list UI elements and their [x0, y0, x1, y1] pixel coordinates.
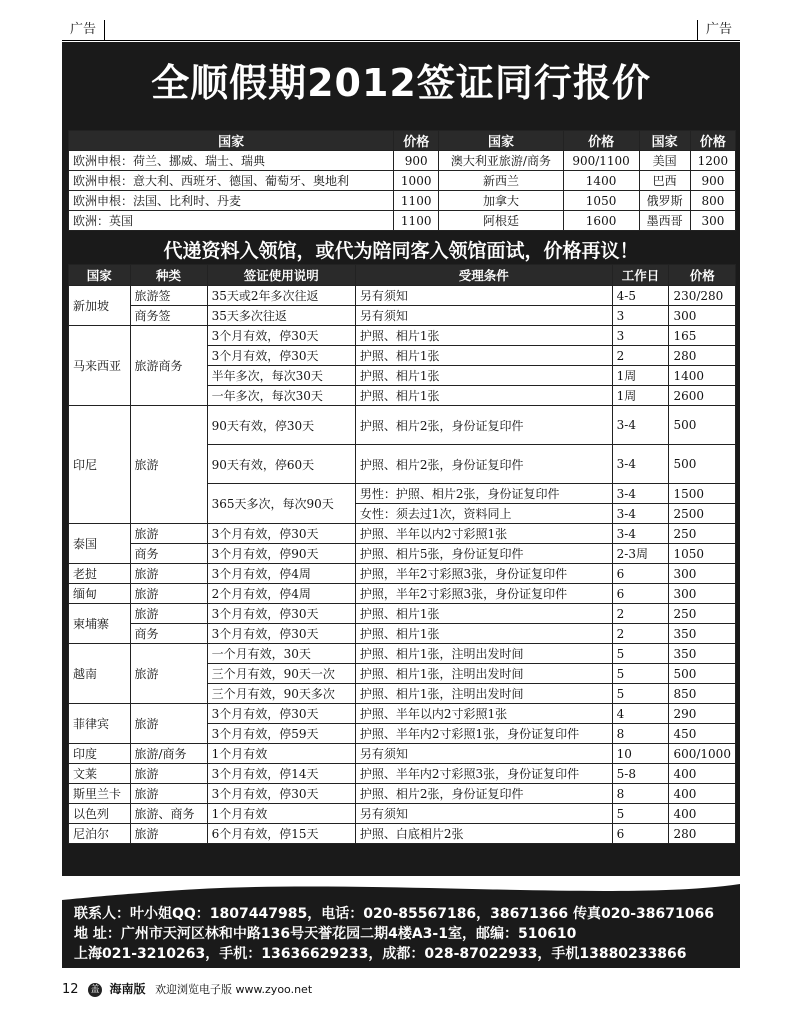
price-cell: 400: [669, 804, 736, 824]
requirement-cell: 护照、相片1张: [355, 386, 612, 406]
workdays-cell: 5-8: [612, 764, 669, 784]
price-cell: 900/1100: [563, 151, 639, 171]
workdays-cell: 4: [612, 704, 669, 724]
price-cell: 850: [669, 684, 736, 704]
table-row: [69, 584, 736, 604]
usage-cell: 90天有效，停60天: [207, 445, 355, 484]
country-cell: 澳大利亚旅游/商务: [439, 151, 563, 171]
table-row: [69, 804, 736, 824]
workdays-cell: 3-4: [612, 484, 669, 504]
country-cell: 墨西哥: [639, 211, 690, 231]
ad-label-right: 广告: [697, 20, 740, 40]
requirement-cell: 护照、半年以内2寸彩照1张: [355, 524, 612, 544]
table-row: [69, 764, 736, 784]
price-cell: 250: [669, 604, 736, 624]
usage-cell: 3个月有效，停30天: [207, 784, 355, 804]
visa-type-cell: 商务: [130, 624, 207, 644]
price-cell: 300: [669, 306, 736, 326]
table-row: [69, 644, 736, 664]
workdays-cell: 3: [612, 326, 669, 346]
workdays-cell: 2-3周: [612, 544, 669, 564]
price-cell: 1200: [690, 151, 735, 171]
price-cell: 165: [669, 326, 736, 346]
country-cell: 巴西: [639, 171, 690, 191]
country-cell: 缅甸: [69, 584, 131, 604]
price-cell: 290: [669, 704, 736, 724]
country-cell: 尼泊尔: [69, 824, 131, 844]
country-cell: 欧洲申根：意大利、西班牙、德国、葡萄牙、奥地利: [69, 171, 394, 191]
usage-cell: 三个月有效，90天多次: [207, 684, 355, 704]
table-row: [69, 564, 736, 584]
usage-cell: 一年多次，每次30天: [207, 386, 355, 406]
workdays-cell: 6: [612, 584, 669, 604]
requirement-cell: 护照、相片1张，注明出发时间: [355, 684, 612, 704]
usage-cell: 3个月有效，停30天: [207, 524, 355, 544]
price-cell: 280: [669, 824, 736, 844]
country-cell: 阿根廷: [439, 211, 563, 231]
column-header: 价格: [563, 131, 639, 151]
ad-label-left: 广告: [62, 20, 105, 40]
price-cell: 1400: [563, 171, 639, 191]
country-cell: 欧洲申根：法国、比利时、丹麦: [69, 191, 394, 211]
workdays-cell: 10: [612, 744, 669, 764]
workdays-cell: 2: [612, 624, 669, 644]
visa-type-cell: 旅游: [130, 604, 207, 624]
workdays-cell: 6: [612, 564, 669, 584]
visa-type-cell: 旅游/商务: [130, 744, 207, 764]
visa-type-cell: 商务签: [130, 306, 207, 326]
requirement-cell: 护照、相片2张，身份证复印件: [355, 445, 612, 484]
requirement-cell: 护照、相片1张: [355, 346, 612, 366]
requirement-cell: 护照、相片1张: [355, 326, 612, 346]
usage-cell: 1个月有效: [207, 744, 355, 764]
usage-cell: 三个月有效，90天一次: [207, 664, 355, 684]
price-cell: 500: [669, 406, 736, 445]
visa-type-cell: 旅游签: [130, 286, 207, 306]
price-cell: 2600: [669, 386, 736, 406]
workdays-cell: 3-4: [612, 445, 669, 484]
column-header: 价格: [394, 131, 439, 151]
footer-wave-graphic: [62, 876, 740, 906]
table-row: [69, 784, 736, 804]
requirement-cell: 护照、相片1张，注明出发时间: [355, 664, 612, 684]
usage-cell: 一个月有效，30天: [207, 644, 355, 664]
usage-cell: 365天多次，每次90天: [207, 484, 355, 524]
price-cell: 800: [690, 191, 735, 211]
workdays-cell: 5: [612, 644, 669, 664]
country-cell: 俄罗斯: [639, 191, 690, 211]
price-cell: 1500: [669, 484, 736, 504]
column-header: 受理条件: [355, 265, 612, 286]
country-cell: 欧洲：英国: [69, 211, 394, 231]
usage-cell: 3个月有效，停30天: [207, 704, 355, 724]
page-footer: [62, 980, 312, 997]
workdays-cell: 8: [612, 724, 669, 744]
country-cell: 越南: [69, 644, 131, 704]
requirement-cell: 护照、半年内2寸彩照1张，身份证复印件: [355, 724, 612, 744]
price-cell: 900: [394, 151, 439, 171]
country-cell: 文莱: [69, 764, 131, 784]
column-header: 价格: [669, 265, 736, 286]
column-header: 国家: [69, 265, 131, 286]
visa-type-cell: 旅游: [130, 764, 207, 784]
visa-type-cell: 旅游商务: [130, 326, 207, 406]
country-cell: 以色列: [69, 804, 131, 824]
requirement-cell: 另有须知: [355, 804, 612, 824]
workdays-cell: 3: [612, 306, 669, 326]
usage-cell: 3个月有效，停30天: [207, 604, 355, 624]
price-cell: 350: [669, 624, 736, 644]
column-header: 国家: [439, 131, 563, 151]
requirement-cell: 护照、相片5张，身份证复印件: [355, 544, 612, 564]
price-cell: 1050: [669, 544, 736, 564]
country-cell: 老挝: [69, 564, 131, 584]
table-row: [69, 406, 736, 445]
table-row: [69, 211, 736, 231]
usage-cell: 1个月有效: [207, 804, 355, 824]
requirement-cell: 护照、相片1张: [355, 624, 612, 644]
country-cell: 印尼: [69, 406, 131, 524]
requirement-cell: 女性：须去过1次，资料同上: [355, 504, 612, 524]
country-cell: 美国: [639, 151, 690, 171]
country-cell: 马来西亚: [69, 326, 131, 406]
country-cell: 斯里兰卡: [69, 784, 131, 804]
workdays-cell: 3-4: [612, 524, 669, 544]
visa-type-cell: 旅游: [130, 824, 207, 844]
page-number: 12: [62, 982, 79, 997]
requirement-cell: 男性：护照、相片2张，身份证复印件: [355, 484, 612, 504]
requirement-cell: 护照、相片1张，注明出发时间: [355, 644, 612, 664]
usage-cell: 3个月有效，停4周: [207, 564, 355, 584]
price-cell: 500: [669, 664, 736, 684]
price-cell: 2500: [669, 504, 736, 524]
requirement-cell: 护照，半年2寸彩照3张，身份证复印件: [355, 584, 612, 604]
workdays-cell: 5: [612, 684, 669, 704]
visa-type-cell: 旅游: [130, 584, 207, 604]
price-cell: 1100: [394, 211, 439, 231]
visa-detail-table: [68, 264, 736, 844]
requirement-cell: 护照、相片1张: [355, 366, 612, 386]
table-row: [69, 151, 736, 171]
visa-type-cell: 商务: [130, 544, 207, 564]
usage-cell: 35天或2年多次往返: [207, 286, 355, 306]
country-cell: 泰国: [69, 524, 131, 564]
price-cell: 230/280: [669, 286, 736, 306]
contact-info: [74, 904, 714, 964]
country-cell: 欧洲申根：荷兰、挪威、瑞士、瑞典: [69, 151, 394, 171]
contact-line-phone: 联系人：叶小姐QQ：1807447985，电话：020-85567186，38671366 传真020-38671066: [74, 906, 714, 922]
edition-logo-icon: 盖: [88, 983, 102, 997]
country-cell: 印度: [69, 744, 131, 764]
price-cell: 1600: [563, 211, 639, 231]
usage-cell: 半年多次，每次30天: [207, 366, 355, 386]
workdays-cell: 3-4: [612, 406, 669, 445]
price-cell: 250: [669, 524, 736, 544]
visa-type-cell: 旅游: [130, 644, 207, 704]
column-header: 国家: [69, 131, 394, 151]
requirement-cell: 护照、半年以内2寸彩照1张: [355, 704, 612, 724]
workdays-cell: 1周: [612, 366, 669, 386]
table-row: [69, 286, 736, 306]
requirement-cell: 护照、相片2张，身份证复印件: [355, 406, 612, 445]
price-cell: 900: [690, 171, 735, 191]
ad-divider: [62, 40, 740, 41]
workdays-cell: 1周: [612, 386, 669, 406]
price-cell: 300: [669, 564, 736, 584]
visa-type-cell: 旅游: [130, 784, 207, 804]
column-header: 国家: [639, 131, 690, 151]
price-cell: 450: [669, 724, 736, 744]
table-row: [69, 824, 736, 844]
country-cell: 新加坡: [69, 286, 131, 326]
visa-type-cell: 旅游: [130, 564, 207, 584]
requirement-cell: 护照、半年内2寸彩照3张，身份证复印件: [355, 764, 612, 784]
table-row: [69, 624, 736, 644]
workdays-cell: 6: [612, 824, 669, 844]
country-cell: 菲律宾: [69, 704, 131, 744]
usage-cell: 3个月有效，停59天: [207, 724, 355, 744]
column-header: 种类: [130, 265, 207, 286]
workdays-cell: 5: [612, 664, 669, 684]
visa-type-cell: 旅游、商务: [130, 804, 207, 824]
price-cell: 400: [669, 764, 736, 784]
requirement-cell: 护照、相片2张，身份证复印件: [355, 784, 612, 804]
requirement-cell: 另有须知: [355, 286, 612, 306]
usage-cell: 35天多次往返: [207, 306, 355, 326]
table-row: [69, 171, 736, 191]
country-cell: 柬埔寨: [69, 604, 131, 644]
price-cell: 1000: [394, 171, 439, 191]
table-row: [69, 326, 736, 346]
column-header: 签证使用说明: [207, 265, 355, 286]
table-row: [69, 704, 736, 724]
table-row: [69, 604, 736, 624]
country-cell: 新西兰: [439, 171, 563, 191]
usage-cell: 3个月有效，停30天: [207, 346, 355, 366]
visa-type-cell: 旅游: [130, 406, 207, 524]
requirement-cell: 护照，半年2寸彩照3张，身份证复印件: [355, 564, 612, 584]
usage-cell: 6个月有效，停15天: [207, 824, 355, 844]
requirement-cell: 另有须知: [355, 306, 612, 326]
notice-banner: 代递资料入领馆，或代为陪同客入领馆面试，价格再议！: [163, 240, 639, 262]
usage-cell: 3个月有效，停90天: [207, 544, 355, 564]
price-cell: 300: [669, 584, 736, 604]
price-cell: 500: [669, 445, 736, 484]
column-header: 价格: [690, 131, 735, 151]
contact-line-branches: 上海021-3210263，手机：13636629233，成都：028-87022933，手机13880233866: [74, 946, 687, 962]
price-summary-table: [68, 130, 736, 231]
contact-line-address: 地 址：广州市天河区林和中路136号天誉花园二期4楼A3-1室，邮编：510610: [74, 926, 577, 942]
column-header: 工作日: [612, 265, 669, 286]
workdays-cell: 2: [612, 604, 669, 624]
price-cell: 1050: [563, 191, 639, 211]
requirement-cell: 护照、相片1张: [355, 604, 612, 624]
site-slogan[interactable]: 欢迎浏览电子版 www.zyoo.net: [155, 983, 313, 996]
table-row: [69, 191, 736, 211]
table-row: [69, 544, 736, 564]
price-cell: 1400: [669, 366, 736, 386]
table-row: [69, 744, 736, 764]
price-cell: 1100: [394, 191, 439, 211]
workdays-cell: 8: [612, 784, 669, 804]
edition-name: 海南版: [109, 982, 146, 996]
workdays-cell: 5: [612, 804, 669, 824]
usage-cell: 3个月有效，停14天: [207, 764, 355, 784]
visa-type-cell: 旅游: [130, 524, 207, 544]
workdays-cell: 2: [612, 346, 669, 366]
visa-type-cell: 旅游: [130, 704, 207, 744]
price-cell: 400: [669, 784, 736, 804]
price-cell: 280: [669, 346, 736, 366]
usage-cell: 3个月有效，停30天: [207, 326, 355, 346]
usage-cell: 2个月有效，停4周: [207, 584, 355, 604]
workdays-cell: 4-5: [612, 286, 669, 306]
table-row: [69, 524, 736, 544]
price-cell: 600/1000: [669, 744, 736, 764]
workdays-cell: 3-4: [612, 504, 669, 524]
price-cell: 350: [669, 644, 736, 664]
table-row: [69, 306, 736, 326]
price-cell: 300: [690, 211, 735, 231]
usage-cell: 90天有效，停30天: [207, 406, 355, 445]
usage-cell: 3个月有效，停30天: [207, 624, 355, 644]
page-title: 全顺假期2012签证同行报价: [151, 61, 651, 105]
requirement-cell: 护照、白底相片2张: [355, 824, 612, 844]
country-cell: 加拿大: [439, 191, 563, 211]
requirement-cell: 另有须知: [355, 744, 612, 764]
